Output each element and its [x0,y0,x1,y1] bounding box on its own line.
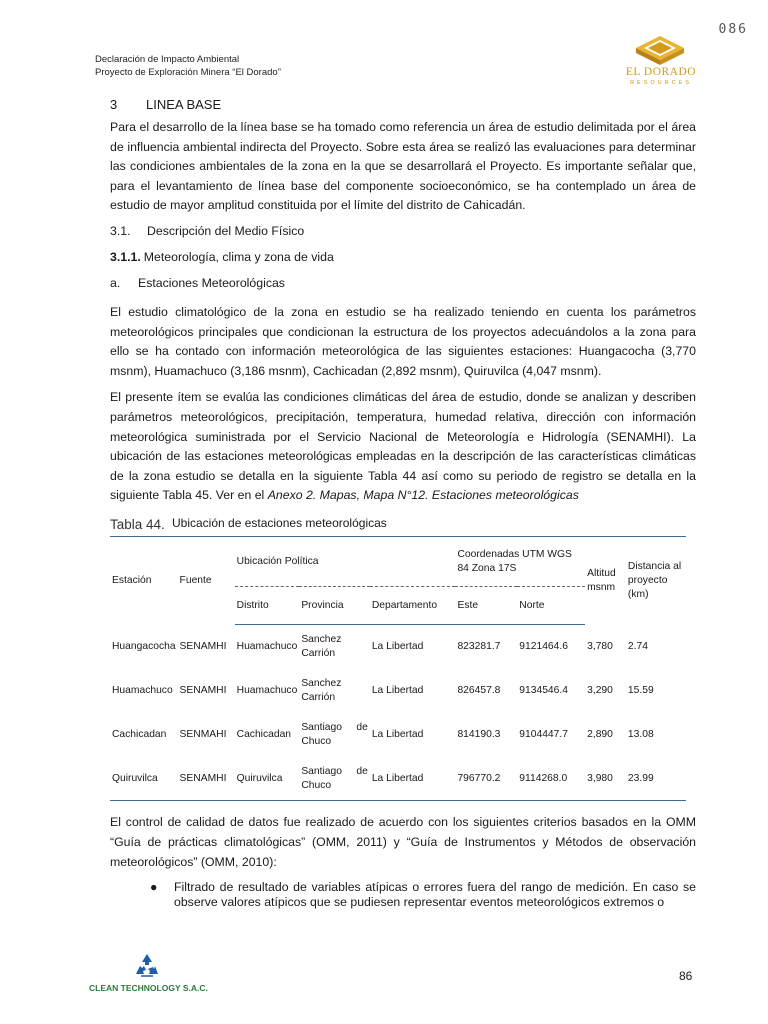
cell-distrito: Huamachuco [236,684,298,696]
cell-altitud: 3,980 [585,757,626,801]
item-letter: a. [110,275,121,290]
el-dorado-logo [616,34,698,90]
cell-estacion: Cachicadan [112,728,167,740]
cell-distrito: Quiruvilca [235,757,300,801]
cell-provincia: Sanchez Carrión [301,634,342,660]
logo-subtitle: RESOURCES [630,80,692,86]
cell-norte: 9114268.0 [517,757,585,801]
paragraph-intro: Para el desarrollo de la línea base se ha tomado como referencia un área de estudio delimitada por el área de influencia ambiental indirecta del Proyecto. Sobre esta área se realizó las evaluaciones para determinar las condiciones ambientales de la zona en la que se desarrollará el Proyecto. Es importante señalar que, para el levantamiento de línea base del componente socioeconómico, se ha contemplado un área de estudio de mayor amplitud constituida por el límite del distrito de Cahicadán. [110,120,696,213]
cell-departamento: La Libertad [371,641,424,653]
cell-estacion: Huangacocha [112,640,176,652]
sub-subsection-number: 3.1.1. [110,249,141,264]
cell-norte: 9134546.4 [519,684,568,696]
subsection-number: 3.1. [110,223,131,238]
paragraph-quality-control: El control de calidad de datos fue realizado de acuerdo con los siguientes criterios basados en la OMM “Guía de prácticas climatológicas” (OMM, 2011) y “Guía de Instrumentos y Métodos de observación meteorológicos” (OMM, 2010): [110,815,696,869]
header-line-2: Proyecto de Exploración Minera “El Dorado” [95,67,281,78]
sub-subsection-title: Meteorología, clima y zona de vida [143,249,334,264]
sub-subsection-heading [110,250,696,270]
cell-estacion: Quiruvilca [110,757,178,801]
header-coordenadas: Coordenadas UTM WGS 84 Zona 17S [455,537,585,587]
cell-este: 823281.7 [457,641,501,653]
cell-este: 814190.3 [457,728,501,740]
cell-provincia: Santiago de Chuco [301,721,368,747]
cell-altitud: 3,780 [587,640,613,652]
cell-fuente: SENAMHI [179,684,227,696]
cell-distancia: 2.74 [627,640,648,652]
item-title: Estaciones Meteorológicas [138,275,285,290]
cell-estacion: Huamachuco [112,684,173,696]
cell-este: 796770.2 [455,757,517,801]
cell-distancia: 15.59 [627,684,654,696]
document-body [110,97,696,910]
footer-company-name: CLEAN TECHNOLOGY S.A.C. [89,983,208,993]
header-provincia: Provincia [299,587,370,625]
cell-fuente: SENMAHI [179,728,227,740]
page-number: 86 [679,969,693,983]
header-departamento: Departamento [370,587,456,625]
annex-reference: Anexo 2. Mapas, Mapa N°12. Estaciones meteorológicas [267,488,579,503]
section-title: LINEA BASE [146,97,222,112]
logo-name: EL DORADO [625,66,697,78]
header-fuente: Fuente [179,574,212,586]
section-number: 3 [110,97,118,112]
cell-altitud: 3,290 [587,684,613,696]
recycle-icon [133,952,161,978]
paragraph-stations: El estudio climatológico de la zona en estudio se ha realizado teniendo en cuenta los parámetros meteorológicos principales que condicionan la estructura de los proyectos adecuándolos a la zona para ello se ha contado con información meteorológica de las siguientes estaciones: Huangacocha (3,770 msnm), Huamachuco (3,186 msnm), Cachicadan (2,892 msnm), Quiruvilca (4,047 msnm). [110,304,696,378]
table-row [110,713,686,757]
cell-distrito: Huamachuco [236,641,298,653]
table-row [110,669,686,713]
item-heading [110,276,696,296]
cell-norte: 9104447.7 [519,728,568,740]
paragraph-evaluation [110,388,696,506]
cell-departamento: La Libertad [370,757,456,801]
header-distancia: Distancia al proyecto (km) [627,560,682,600]
section-heading [110,97,696,118]
header-altitud: Altitud msnm [587,567,616,593]
header-ubicacion: Ubicación Política [235,537,456,587]
paragraph-evaluation-text: El presente ítem se evalúa las condiciones climáticas del área de estudio, donde se analizan y describen parámetros meteorológicos, precipitación, temperatura, humedad relativa, dirección con información meteorológica suministrada por el Servicio Nacional de Meteorología e Hidrología (SENAMHI). La ubicación de las estaciones meteorológicas empleadas en la descripción de las características climáticas de la zona estudio se detalla en la siguiente Tabla 44 así como su periodo de registro se detalla en la siguiente Tabla 45. Ver en el [110,390,696,503]
table-title: Ubicación de estaciones meteorológicas [172,515,387,530]
subsection-heading [110,224,696,244]
cell-norte: 9121464.6 [519,641,568,653]
clean-technology-logo [89,952,219,996]
cell-provincia: Sanchez Carrión [301,677,342,703]
cell-distancia: 13.08 [627,728,654,740]
cell-este: 826457.8 [457,684,501,696]
table-row [110,757,686,801]
table-caption [110,516,696,536]
stations-table [110,536,686,802]
document-stamp-number: 086 [718,22,748,37]
cell-departamento: La Libertad [371,684,424,696]
header-line-1: Declaración de Impacto Ambiental [95,54,240,65]
bullet-text: Filtrado de resultado de variables atípicas o errores fuera del rango de medición. En caso se observe valores atípicos que se pudiesen representar eventos meteorológicos extremos o [174,880,696,910]
header-norte: Norte [517,587,585,625]
document-header [95,53,281,79]
cell-distancia: 23.99 [626,757,686,801]
cell-altitud: 2,890 [587,728,613,740]
cell-departamento: La Libertad [371,728,424,740]
table-label: Tabla 44. [110,516,165,532]
bullet-dot-icon: ● [150,880,158,895]
table-row [110,625,686,669]
cell-fuente: SENAMHI [178,757,235,801]
bullet-item [150,880,696,910]
el-dorado-logo-icon [628,34,690,66]
cell-distrito: Cachicadan [236,728,292,740]
header-este: Este [455,587,517,625]
header-distrito: Distrito [235,587,300,625]
cell-fuente: SENAMHI [179,640,227,652]
header-estacion: Estación [112,574,152,586]
cell-provincia: Santiago de Chuco [299,757,370,801]
subsection-title: Descripción del Medio Físico [147,223,305,238]
